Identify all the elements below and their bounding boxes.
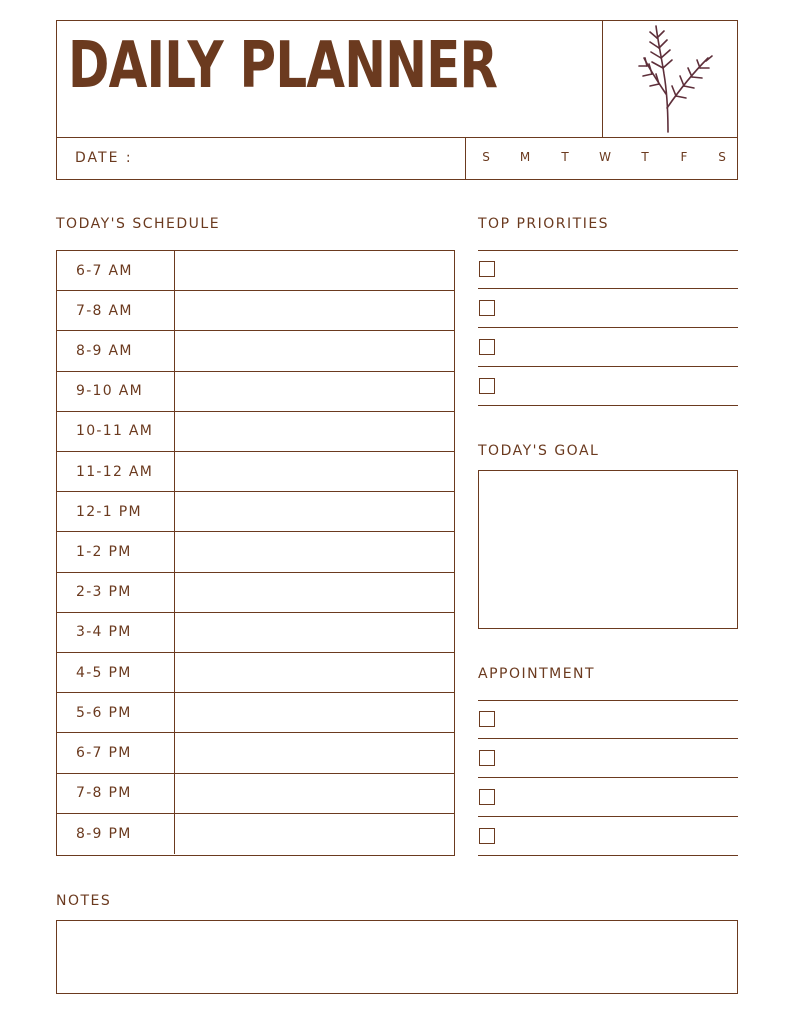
- appointment-heading: APPOINTMENT: [478, 666, 596, 682]
- appointment-checkbox[interactable]: [479, 789, 495, 805]
- schedule-row[interactable]: [57, 733, 454, 773]
- weekday-letter[interactable]: W: [599, 150, 611, 164]
- schedule-time-label: 2-3 PM: [57, 573, 175, 612]
- schedule-time-label: 10-11 AM: [57, 412, 175, 451]
- priority-checkbox[interactable]: [479, 261, 495, 277]
- schedule-time-label: 5-6 PM: [57, 693, 175, 732]
- schedule-row[interactable]: [57, 452, 454, 492]
- schedule-time-label: 7-8 PM: [57, 774, 175, 813]
- schedule-time-label: 4-5 PM: [57, 653, 175, 692]
- appointment-row[interactable]: [478, 817, 738, 856]
- schedule-row[interactable]: [57, 693, 454, 733]
- page-title: DAILY PLANNER: [68, 29, 498, 103]
- priority-row[interactable]: [478, 328, 738, 367]
- appointment-row[interactable]: [478, 700, 738, 739]
- notes-box[interactable]: [56, 920, 738, 994]
- schedule-row[interactable]: [57, 331, 454, 371]
- schedule-time-label: 8-9 PM: [57, 814, 175, 854]
- appointment-checkbox[interactable]: [479, 711, 495, 727]
- priority-checkbox[interactable]: [479, 300, 495, 316]
- schedule-row[interactable]: [57, 573, 454, 613]
- schedule-row[interactable]: [57, 251, 454, 291]
- schedule-time-label: 3-4 PM: [57, 613, 175, 652]
- schedule-time-label: 6-7 PM: [57, 733, 175, 772]
- schedule-time-label: 7-8 AM: [57, 291, 175, 330]
- schedule-row[interactable]: [57, 613, 454, 653]
- schedule-time-label: 8-9 AM: [57, 331, 175, 370]
- goal-heading: TODAY'S GOAL: [478, 443, 600, 459]
- schedule-time-label: 6-7 AM: [57, 251, 175, 290]
- weekday-letter[interactable]: S: [482, 150, 490, 164]
- schedule-row[interactable]: [57, 492, 454, 532]
- schedule-row[interactable]: [57, 532, 454, 572]
- schedule-time-label: 11-12 AM: [57, 452, 175, 491]
- schedule-row[interactable]: [57, 653, 454, 693]
- goal-box[interactable]: [478, 470, 738, 629]
- weekday-letter[interactable]: M: [519, 150, 531, 164]
- priorities-heading: TOP PRIORITIES: [478, 216, 610, 232]
- priority-row[interactable]: [478, 367, 738, 406]
- date-label: DATE :: [75, 150, 133, 166]
- leaf-sprig-icon: [630, 22, 720, 134]
- appointment-checkbox[interactable]: [479, 828, 495, 844]
- schedule-time-label: 12-1 PM: [57, 492, 175, 531]
- priority-row[interactable]: [478, 250, 738, 289]
- priority-checkbox[interactable]: [479, 339, 495, 355]
- priority-checkbox[interactable]: [479, 378, 495, 394]
- weekday-letter[interactable]: T: [561, 150, 569, 164]
- schedule-time-label: 1-2 PM: [57, 532, 175, 571]
- appointment-checkbox[interactable]: [479, 750, 495, 766]
- schedule-row[interactable]: [57, 814, 454, 854]
- appointment-row[interactable]: [478, 739, 738, 778]
- schedule-table: [56, 250, 455, 856]
- priority-row[interactable]: [478, 289, 738, 328]
- schedule-row[interactable]: [57, 291, 454, 331]
- notes-heading: NOTES: [56, 893, 112, 909]
- schedule-time-label: 9-10 AM: [57, 372, 175, 411]
- weekday-letter[interactable]: T: [641, 150, 649, 164]
- header-divider: [602, 20, 603, 138]
- date-divider: [465, 137, 466, 180]
- schedule-row[interactable]: [57, 372, 454, 412]
- schedule-heading: TODAY'S SCHEDULE: [56, 216, 221, 232]
- header-divider: [56, 137, 738, 138]
- schedule-row[interactable]: [57, 774, 454, 814]
- weekday-letter[interactable]: S: [718, 150, 726, 164]
- appointment-row[interactable]: [478, 778, 738, 817]
- weekday-letter[interactable]: F: [680, 150, 688, 164]
- schedule-row[interactable]: [57, 412, 454, 452]
